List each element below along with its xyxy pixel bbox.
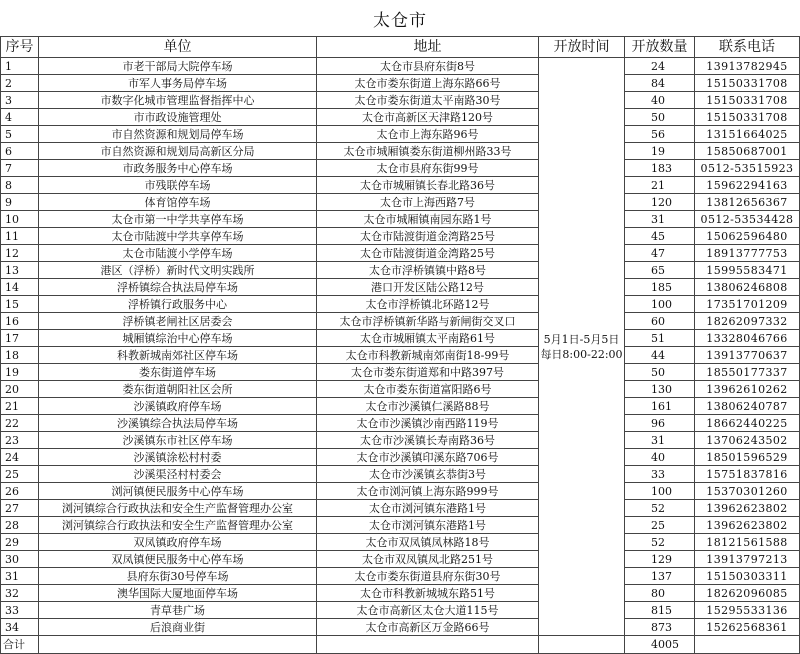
row-count: 815 bbox=[625, 602, 695, 619]
row-unit: 体育馆停车场 bbox=[39, 194, 317, 211]
row-address: 太仓市沙溪镇印溪东路706号 bbox=[317, 449, 539, 466]
row-number: 2 bbox=[1, 75, 39, 92]
row-number: 19 bbox=[1, 364, 39, 381]
row-unit: 城厢镇综治中心停车场 bbox=[39, 330, 317, 347]
row-phone: 18262096085 bbox=[695, 585, 800, 602]
row-count: 47 bbox=[625, 245, 695, 262]
row-number: 27 bbox=[1, 500, 39, 517]
row-count: 56 bbox=[625, 126, 695, 143]
row-number: 11 bbox=[1, 228, 39, 245]
table-row bbox=[1, 619, 800, 636]
row-number: 28 bbox=[1, 517, 39, 534]
table-row bbox=[1, 415, 800, 432]
row-number: 20 bbox=[1, 381, 39, 398]
row-phone: 13913770637 bbox=[695, 347, 800, 364]
row-unit: 浮桥镇行政服务中心 bbox=[39, 296, 317, 313]
row-number: 18 bbox=[1, 347, 39, 364]
row-count: 185 bbox=[625, 279, 695, 296]
table-row bbox=[1, 92, 800, 109]
row-phone: 13812656367 bbox=[695, 194, 800, 211]
row-count: 44 bbox=[625, 347, 695, 364]
header-row bbox=[1, 37, 800, 58]
row-unit: 太仓市陆渡小学停车场 bbox=[39, 245, 317, 262]
row-count: 33 bbox=[625, 466, 695, 483]
header-seq: 序号 bbox=[1, 37, 39, 58]
row-number: 13 bbox=[1, 262, 39, 279]
table-row bbox=[1, 398, 800, 415]
row-count: 80 bbox=[625, 585, 695, 602]
row-phone: 18913777753 bbox=[695, 245, 800, 262]
row-phone: 18662440225 bbox=[695, 415, 800, 432]
row-count: 161 bbox=[625, 398, 695, 415]
row-number: 24 bbox=[1, 449, 39, 466]
row-unit: 沙溪镇涂松村村委 bbox=[39, 449, 317, 466]
total-label: 合计 bbox=[1, 636, 39, 654]
row-number: 33 bbox=[1, 602, 39, 619]
total-row bbox=[1, 636, 800, 654]
row-unit: 双凤镇政府停车场 bbox=[39, 534, 317, 551]
open-time-hours: 每日8:00-22:00 bbox=[540, 347, 623, 361]
row-count: 873 bbox=[625, 619, 695, 636]
table-row bbox=[1, 517, 800, 534]
row-unit: 市政务服务中心停车场 bbox=[39, 160, 317, 177]
row-address: 太仓市娄东街道县府东街30号 bbox=[317, 568, 539, 585]
row-address: 太仓市浮桥镇新华路与新闸街交叉口 bbox=[317, 313, 539, 330]
total-unit-cell bbox=[39, 636, 317, 654]
row-number: 34 bbox=[1, 619, 39, 636]
row-address: 太仓市城厢镇南园东路1号 bbox=[317, 211, 539, 228]
row-count: 21 bbox=[625, 177, 695, 194]
row-phone: 0512-53515923 bbox=[695, 160, 800, 177]
row-unit: 市老干部局大院停车场 bbox=[39, 58, 317, 75]
table-row bbox=[1, 126, 800, 143]
row-phone: 18550177337 bbox=[695, 364, 800, 381]
table-row bbox=[1, 568, 800, 585]
row-number: 10 bbox=[1, 211, 39, 228]
table-row bbox=[1, 228, 800, 245]
row-number: 22 bbox=[1, 415, 39, 432]
table-row bbox=[1, 534, 800, 551]
row-phone: 15150303311 bbox=[695, 568, 800, 585]
row-phone: 15062596480 bbox=[695, 228, 800, 245]
row-phone: 15262568361 bbox=[695, 619, 800, 636]
row-phone: 0512-53534428 bbox=[695, 211, 800, 228]
row-count: 100 bbox=[625, 296, 695, 313]
table-row bbox=[1, 585, 800, 602]
sheet-title: 太仓市 bbox=[373, 10, 427, 31]
row-count: 40 bbox=[625, 92, 695, 109]
row-address: 太仓市高新区太仓大道115号 bbox=[317, 602, 539, 619]
row-unit: 青草巷广场 bbox=[39, 602, 317, 619]
row-phone: 15295533136 bbox=[695, 602, 800, 619]
row-address: 太仓市上海东路96号 bbox=[317, 126, 539, 143]
row-unit: 浮桥镇老闸社区居委会 bbox=[39, 313, 317, 330]
row-unit: 娄东街道停车场 bbox=[39, 364, 317, 381]
row-count: 50 bbox=[625, 364, 695, 381]
row-number: 31 bbox=[1, 568, 39, 585]
row-address: 太仓市娄东街道郑和中路397号 bbox=[317, 364, 539, 381]
row-count: 52 bbox=[625, 500, 695, 517]
table-row bbox=[1, 449, 800, 466]
row-phone: 15962294163 bbox=[695, 177, 800, 194]
row-phone: 13913797213 bbox=[695, 551, 800, 568]
row-number: 7 bbox=[1, 160, 39, 177]
table-row bbox=[1, 364, 800, 381]
row-number: 1 bbox=[1, 58, 39, 75]
row-number: 14 bbox=[1, 279, 39, 296]
row-number: 16 bbox=[1, 313, 39, 330]
row-address: 太仓市娄东街道上海东路66号 bbox=[317, 75, 539, 92]
header-address: 地址 bbox=[317, 37, 539, 58]
row-unit: 市军人事务局停车场 bbox=[39, 75, 317, 92]
row-unit: 双凤镇便民服务中心停车场 bbox=[39, 551, 317, 568]
row-address: 太仓市沙溪镇玄恭街3号 bbox=[317, 466, 539, 483]
table-row bbox=[1, 109, 800, 126]
row-address: 太仓市上海西路7号 bbox=[317, 194, 539, 211]
row-number: 32 bbox=[1, 585, 39, 602]
row-address: 太仓市高新区万金路66号 bbox=[317, 619, 539, 636]
row-phone: 13806240787 bbox=[695, 398, 800, 415]
row-address: 太仓市浏河镇东港路1号 bbox=[317, 517, 539, 534]
row-address: 太仓市科教新城南郊南街18-99号 bbox=[317, 347, 539, 364]
row-phone: 13806246808 bbox=[695, 279, 800, 296]
row-unit: 沙溪镇综合执法局停车场 bbox=[39, 415, 317, 432]
parking-table bbox=[0, 36, 800, 654]
row-address: 太仓市沙溪镇沙南西路119号 bbox=[317, 415, 539, 432]
row-phone: 15150331708 bbox=[695, 75, 800, 92]
row-number: 30 bbox=[1, 551, 39, 568]
row-unit: 澳华国际大厦地面停车场 bbox=[39, 585, 317, 602]
row-unit: 沙溪渠泾村村委会 bbox=[39, 466, 317, 483]
row-count: 65 bbox=[625, 262, 695, 279]
row-address: 太仓市县府东街8号 bbox=[317, 58, 539, 75]
row-number: 29 bbox=[1, 534, 39, 551]
row-number: 6 bbox=[1, 143, 39, 160]
table-row bbox=[1, 160, 800, 177]
row-phone: 15150331708 bbox=[695, 92, 800, 109]
header-phone: 联系电话 bbox=[695, 37, 800, 58]
row-unit: 浏河镇便民服务中心停车场 bbox=[39, 483, 317, 500]
row-address: 太仓市双凤镇凤林路18号 bbox=[317, 534, 539, 551]
row-unit: 后浪商业街 bbox=[39, 619, 317, 636]
row-address: 太仓市娄东街道富阳路6号 bbox=[317, 381, 539, 398]
row-phone: 13328046766 bbox=[695, 330, 800, 347]
table-row bbox=[1, 347, 800, 364]
total-address-cell bbox=[317, 636, 539, 654]
row-address: 太仓市科教新城城东路51号 bbox=[317, 585, 539, 602]
row-unit: 港区（浮桥）新时代文明实践所 bbox=[39, 262, 317, 279]
row-number: 15 bbox=[1, 296, 39, 313]
row-unit: 浏河镇综合行政执法和安全生产监督管理办公室 bbox=[39, 517, 317, 534]
row-count: 100 bbox=[625, 483, 695, 500]
row-count: 60 bbox=[625, 313, 695, 330]
row-phone: 18262097332 bbox=[695, 313, 800, 330]
row-unit: 市自然资源和规划局停车场 bbox=[39, 126, 317, 143]
row-number: 25 bbox=[1, 466, 39, 483]
row-address: 太仓市陆渡街道金湾路25号 bbox=[317, 228, 539, 245]
row-count: 120 bbox=[625, 194, 695, 211]
table-row bbox=[1, 330, 800, 347]
table-row bbox=[1, 143, 800, 160]
table-row bbox=[1, 483, 800, 500]
row-count: 19 bbox=[625, 143, 695, 160]
row-count: 129 bbox=[625, 551, 695, 568]
row-count: 52 bbox=[625, 534, 695, 551]
row-phone: 13962623802 bbox=[695, 500, 800, 517]
row-phone: 13962623802 bbox=[695, 517, 800, 534]
row-unit: 沙溪镇政府停车场 bbox=[39, 398, 317, 415]
row-number: 3 bbox=[1, 92, 39, 109]
row-number: 4 bbox=[1, 109, 39, 126]
row-phone: 15995583471 bbox=[695, 262, 800, 279]
row-number: 17 bbox=[1, 330, 39, 347]
row-phone: 13913782945 bbox=[695, 58, 800, 75]
row-unit: 市残联停车场 bbox=[39, 177, 317, 194]
table-row bbox=[1, 279, 800, 296]
row-number: 12 bbox=[1, 245, 39, 262]
table-row bbox=[1, 262, 800, 279]
row-unit: 浮桥镇综合执法局停车场 bbox=[39, 279, 317, 296]
row-unit: 太仓市陆渡中学共享停车场 bbox=[39, 228, 317, 245]
total-time-cell bbox=[539, 636, 625, 654]
row-count: 45 bbox=[625, 228, 695, 245]
row-phone: 18501596529 bbox=[695, 449, 800, 466]
row-phone: 13962610262 bbox=[695, 381, 800, 398]
row-number: 8 bbox=[1, 177, 39, 194]
row-address: 太仓市浮桥镇北环路12号 bbox=[317, 296, 539, 313]
row-unit: 娄东街道朝阳社区会所 bbox=[39, 381, 317, 398]
table-row bbox=[1, 211, 800, 228]
total-count: 4005 bbox=[625, 636, 695, 654]
row-address: 太仓市县府东街99号 bbox=[317, 160, 539, 177]
table-row bbox=[1, 381, 800, 398]
row-count: 25 bbox=[625, 517, 695, 534]
row-unit: 沙溪镇东市社区停车场 bbox=[39, 432, 317, 449]
row-unit: 市数字化城市管理监督指挥中心 bbox=[39, 92, 317, 109]
row-count: 183 bbox=[625, 160, 695, 177]
row-address: 太仓市浏河镇东港路1号 bbox=[317, 500, 539, 517]
row-phone: 13706243502 bbox=[695, 432, 800, 449]
row-address: 太仓市城厢镇长春北路36号 bbox=[317, 177, 539, 194]
row-number: 5 bbox=[1, 126, 39, 143]
header-count: 开放数量 bbox=[625, 37, 695, 58]
row-unit: 浏河镇综合行政执法和安全生产监督管理办公室 bbox=[39, 500, 317, 517]
row-phone: 13151664025 bbox=[695, 126, 800, 143]
row-unit: 市自然资源和规划局高新区分局 bbox=[39, 143, 317, 160]
table-row bbox=[1, 58, 800, 75]
row-count: 137 bbox=[625, 568, 695, 585]
row-address: 太仓市城厢镇娄东街道柳州路33号 bbox=[317, 143, 539, 160]
table-row bbox=[1, 602, 800, 619]
row-number: 9 bbox=[1, 194, 39, 211]
row-count: 31 bbox=[625, 211, 695, 228]
row-unit: 县府东街30号停车场 bbox=[39, 568, 317, 585]
row-phone: 15751837816 bbox=[695, 466, 800, 483]
row-number: 26 bbox=[1, 483, 39, 500]
row-count: 40 bbox=[625, 449, 695, 466]
row-unit: 科教新城南郊社区停车场 bbox=[39, 347, 317, 364]
row-number: 23 bbox=[1, 432, 39, 449]
row-address: 太仓市双凤镇凤北路251号 bbox=[317, 551, 539, 568]
row-phone: 15150331708 bbox=[695, 109, 800, 126]
row-address: 太仓市城厢镇太平南路61号 bbox=[317, 330, 539, 347]
table-row bbox=[1, 245, 800, 262]
open-time-dates: 5月1日-5月5日 bbox=[543, 332, 620, 346]
table-row bbox=[1, 551, 800, 568]
table-row bbox=[1, 296, 800, 313]
row-phone: 15850687001 bbox=[695, 143, 800, 160]
row-address: 太仓市沙溪镇长寿南路36号 bbox=[317, 432, 539, 449]
row-count: 96 bbox=[625, 415, 695, 432]
row-address: 太仓市浏河镇上海东路999号 bbox=[317, 483, 539, 500]
header-open-time: 开放时间 bbox=[539, 37, 625, 58]
table-row bbox=[1, 75, 800, 92]
row-count: 51 bbox=[625, 330, 695, 347]
table-row bbox=[1, 466, 800, 483]
row-phone: 17351701209 bbox=[695, 296, 800, 313]
row-address: 太仓市高新区天津路120号 bbox=[317, 109, 539, 126]
row-phone: 18121561588 bbox=[695, 534, 800, 551]
row-count: 84 bbox=[625, 75, 695, 92]
open-time-cell bbox=[539, 58, 625, 636]
row-address: 太仓市娄东街道太平南路30号 bbox=[317, 92, 539, 109]
row-address: 太仓市沙溪镇仁溪路88号 bbox=[317, 398, 539, 415]
row-number: 21 bbox=[1, 398, 39, 415]
row-unit: 市市政设施管理处 bbox=[39, 109, 317, 126]
table-row bbox=[1, 500, 800, 517]
row-count: 130 bbox=[625, 381, 695, 398]
row-unit: 太仓市第一中学共享停车场 bbox=[39, 211, 317, 228]
row-phone: 15370301260 bbox=[695, 483, 800, 500]
row-count: 24 bbox=[625, 58, 695, 75]
row-count: 50 bbox=[625, 109, 695, 126]
row-address: 太仓市浮桥镇镇中路8号 bbox=[317, 262, 539, 279]
table-row bbox=[1, 313, 800, 330]
row-address: 太仓市陆渡街道金湾路25号 bbox=[317, 245, 539, 262]
table-row bbox=[1, 177, 800, 194]
total-phone-cell bbox=[695, 636, 800, 654]
table-row bbox=[1, 432, 800, 449]
table-row bbox=[1, 194, 800, 211]
header-unit: 单位 bbox=[39, 37, 317, 58]
row-address: 港口开发区陆公路12号 bbox=[317, 279, 539, 296]
row-count: 31 bbox=[625, 432, 695, 449]
